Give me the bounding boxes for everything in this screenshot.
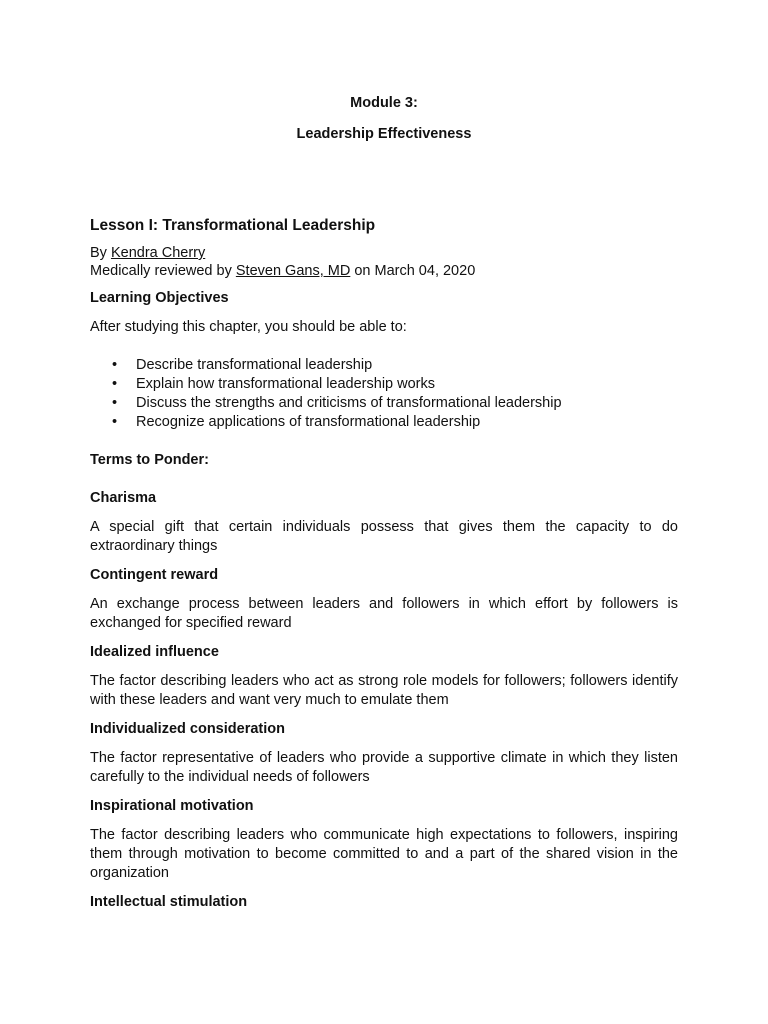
author-link[interactable]: Kendra Cherry [110,245,206,261]
bullet-icon: • [112,376,118,392]
reviewer-link[interactable]: Steven Gans, MD [235,263,351,279]
objective-text: Explain how transformational leadership works [136,376,436,392]
bullet-icon: • [112,414,118,430]
term-name: Charisma [90,490,157,506]
term-entry [90,566,678,633]
term-name: Idealized influence [90,644,219,660]
review-prefix: Medically reviewed by [90,263,236,279]
bullet-icon: • [112,395,118,411]
term-name: Individualized consideration [90,721,285,737]
term-entry [90,797,678,883]
terms-heading: Terms to Ponder: [90,452,209,468]
term-definition: The factor describing leaders who act as strong role models for followers; followers identify with these leaders and want very much to emulate them [90,673,678,708]
term-name: Intellectual stimulation [90,894,248,910]
term-entry [90,489,678,556]
list-item [90,413,678,432]
author-line [90,244,678,262]
objectives-intro: After studying this chapter, you should be able to: [90,319,407,335]
term-entry [90,720,678,787]
module-header [0,94,768,143]
module-title: Leadership Effectiveness [296,126,472,142]
objective-text: Recognize applications of transformational leadership [136,414,481,430]
term-definition: An exchange process between leaders and followers in which effort by followers is exchanged for specified reward [90,596,678,631]
term-definition: A special gift that certain individuals possess that gives them the capacity to do extraordinary things [90,519,678,554]
term-entry [90,893,678,911]
objectives-heading: Learning Objectives [90,290,229,306]
document-body [90,216,678,911]
bullet-icon: • [112,357,118,373]
review-date: on March 04, 2020 [350,263,476,279]
objective-text: Discuss the strengths and criticisms of transformational leadership [136,395,562,411]
objective-text: Describe transformational leadership [136,357,373,373]
list-item [90,375,678,394]
module-number: Module 3: [350,95,418,111]
author-prefix: By [90,245,111,261]
term-definition: The factor representative of leaders who provide a supportive climate in which they listen carefully to the individual needs of followers [90,750,678,785]
list-item [90,394,678,413]
term-definition: The factor describing leaders who communicate high expectations to followers, inspiring them through motivation to become committed to and a part of the shared vision in the organization [90,827,678,881]
review-line [90,262,678,280]
term-name: Contingent reward [90,567,219,583]
objectives-list [90,356,678,432]
list-item [90,356,678,375]
lesson-title: Lesson I: Transformational Leadership [90,217,376,234]
term-name: Inspirational motivation [90,798,254,814]
term-entry [90,643,678,710]
